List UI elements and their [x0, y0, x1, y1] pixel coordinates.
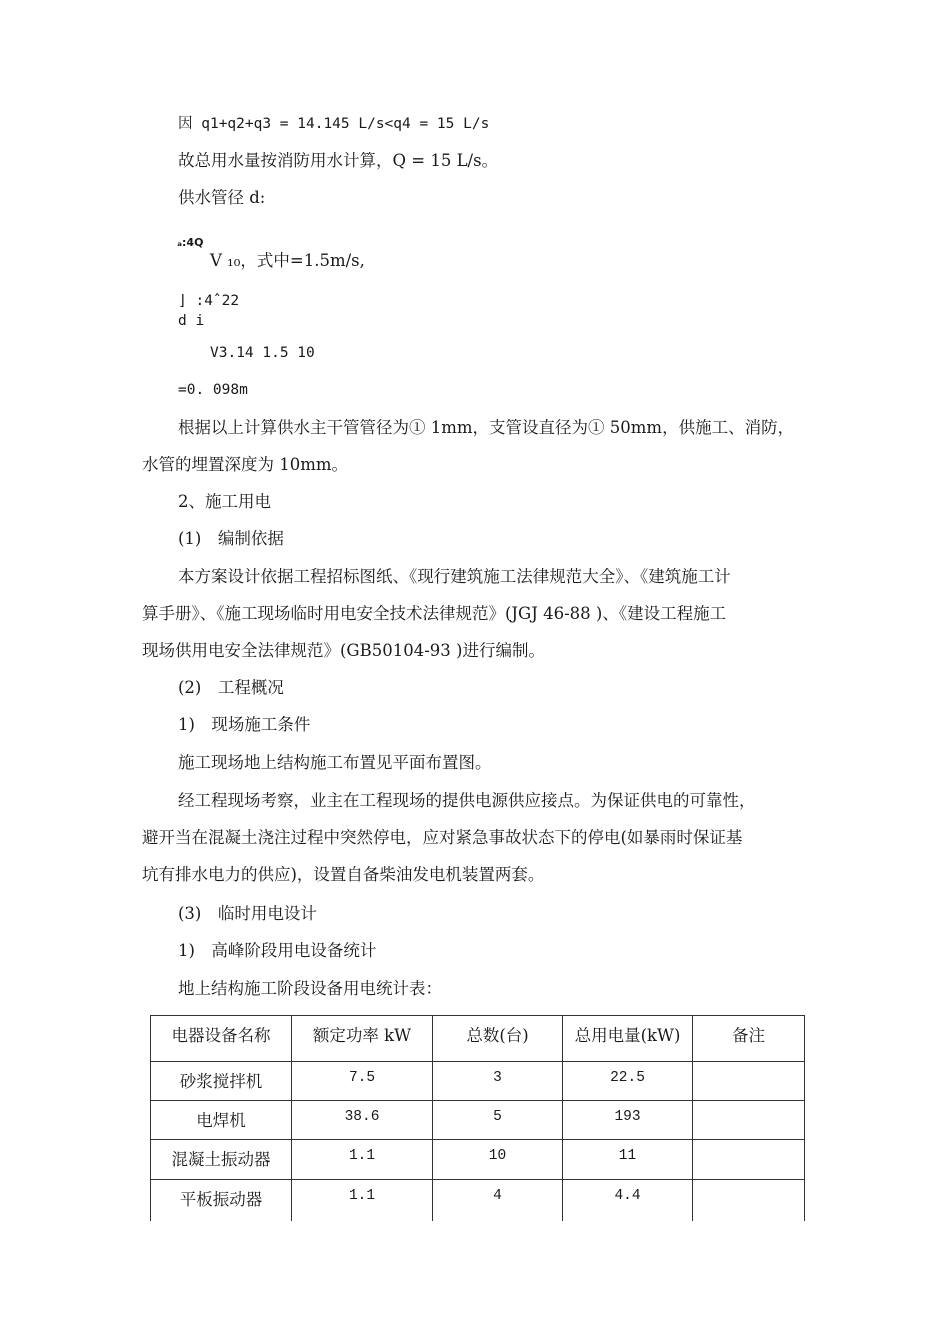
- formula-fragment: d i: [178, 313, 205, 329]
- table-cell: [693, 1180, 805, 1221]
- table-cell: 11: [563, 1140, 693, 1180]
- table-cell: 5: [433, 1101, 563, 1140]
- paragraph: 本方案设计依据工程招标图纸、《现行建筑施工法律规范大全》、《建筑施工计: [178, 567, 731, 586]
- table-header-row: [151, 1016, 805, 1062]
- table-cell: 7.5: [292, 1062, 433, 1101]
- subsection-heading: (1) 编制依据: [178, 529, 284, 548]
- table-row: [151, 1140, 805, 1180]
- subsection-heading: (2) 工程概况: [178, 678, 284, 697]
- table-header-cell: 额定功率 kW: [292, 1016, 433, 1062]
- table-row: [151, 1101, 805, 1140]
- subsection-heading: 1) 现场施工条件: [178, 715, 311, 734]
- table-header-cell: 总数(台): [433, 1016, 563, 1062]
- table-cell: [693, 1140, 805, 1180]
- table-cell: [693, 1062, 805, 1101]
- paragraph: 避开当在混凝土浇注过程中突然停电，应对紧急事故状态下的停电(如暴雨时保证基: [142, 828, 743, 847]
- table-cell: 38.6: [292, 1101, 433, 1140]
- table-cell: 1.1: [292, 1180, 433, 1221]
- paragraph: 现场供用电安全法律规范》(GB50104-93 )进行编制。: [142, 641, 545, 660]
- table-cell: 193: [563, 1101, 693, 1140]
- table-cell: 4.4: [563, 1180, 693, 1221]
- paragraph: 水管的埋置深度为 10mm。: [142, 455, 349, 474]
- subsection-heading: 1) 高峰阶段用电设备统计: [178, 941, 377, 960]
- formula-line: V ₁₀，式中=1.5m/s,: [210, 251, 365, 270]
- paragraph: 经工程现场考察，业主在工程现场的提供电源供应接点。为保证供电的可靠性，: [178, 791, 756, 810]
- table-row: [151, 1180, 805, 1221]
- formula-fragment: ₐ:4Q: [177, 236, 204, 249]
- table-cell: 4: [433, 1180, 563, 1221]
- formula-result: =0. 098m: [178, 382, 248, 398]
- paragraph: 坑有排水电力的供应)，设置自备柴油发电机装置两套。: [142, 865, 545, 884]
- table-cell: 10: [433, 1140, 563, 1180]
- table-row: [151, 1062, 805, 1101]
- table-header-cell: 备注: [693, 1016, 805, 1062]
- table-caption: 地上结构施工阶段设备用电统计表：: [178, 979, 442, 998]
- table-header-cell: 电器设备名称: [151, 1016, 292, 1062]
- formula-fragment: ⌋ :4ˆ22: [178, 293, 240, 309]
- paragraph: 故总用水量按消防用水计算，Q = 15 L/s。: [178, 151, 499, 170]
- table-header-cell: 总用电量(kW): [563, 1016, 693, 1062]
- paragraph: 施工现场地上结构施工布置见平面布置图。: [178, 753, 492, 772]
- table-cell: 砂浆搅拌机: [151, 1062, 292, 1101]
- section-heading: 2、施工用电: [178, 492, 271, 511]
- equipment-power-table: [150, 1015, 805, 1221]
- formula-line: V3.14 1.5 10: [210, 345, 315, 361]
- paragraph: 根据以上计算供水主干管管径为① 1mm，支管设直径为① 50mm，供施工、消防，: [178, 418, 795, 437]
- table-cell: 混凝土振动器: [151, 1140, 292, 1180]
- paragraph: 算手册》、《施工现场临时用电安全技术法律规范》(JGJ 46-88 )、《建设工程施工: [142, 604, 727, 623]
- table-cell: 1.1: [292, 1140, 433, 1180]
- formula-line: 因 q1+q2+q3 = 14.145 L/s<q4 = 15 L/s: [178, 116, 490, 132]
- table-cell: 22.5: [563, 1062, 693, 1101]
- table-cell: 电焊机: [151, 1101, 292, 1140]
- subsection-heading: (3) 临时用电设计: [178, 904, 317, 923]
- paragraph: 供水管径 d:: [178, 188, 266, 207]
- table-cell: 3: [433, 1062, 563, 1101]
- table-cell: 平板振动器: [151, 1180, 292, 1221]
- table-cell: [693, 1101, 805, 1140]
